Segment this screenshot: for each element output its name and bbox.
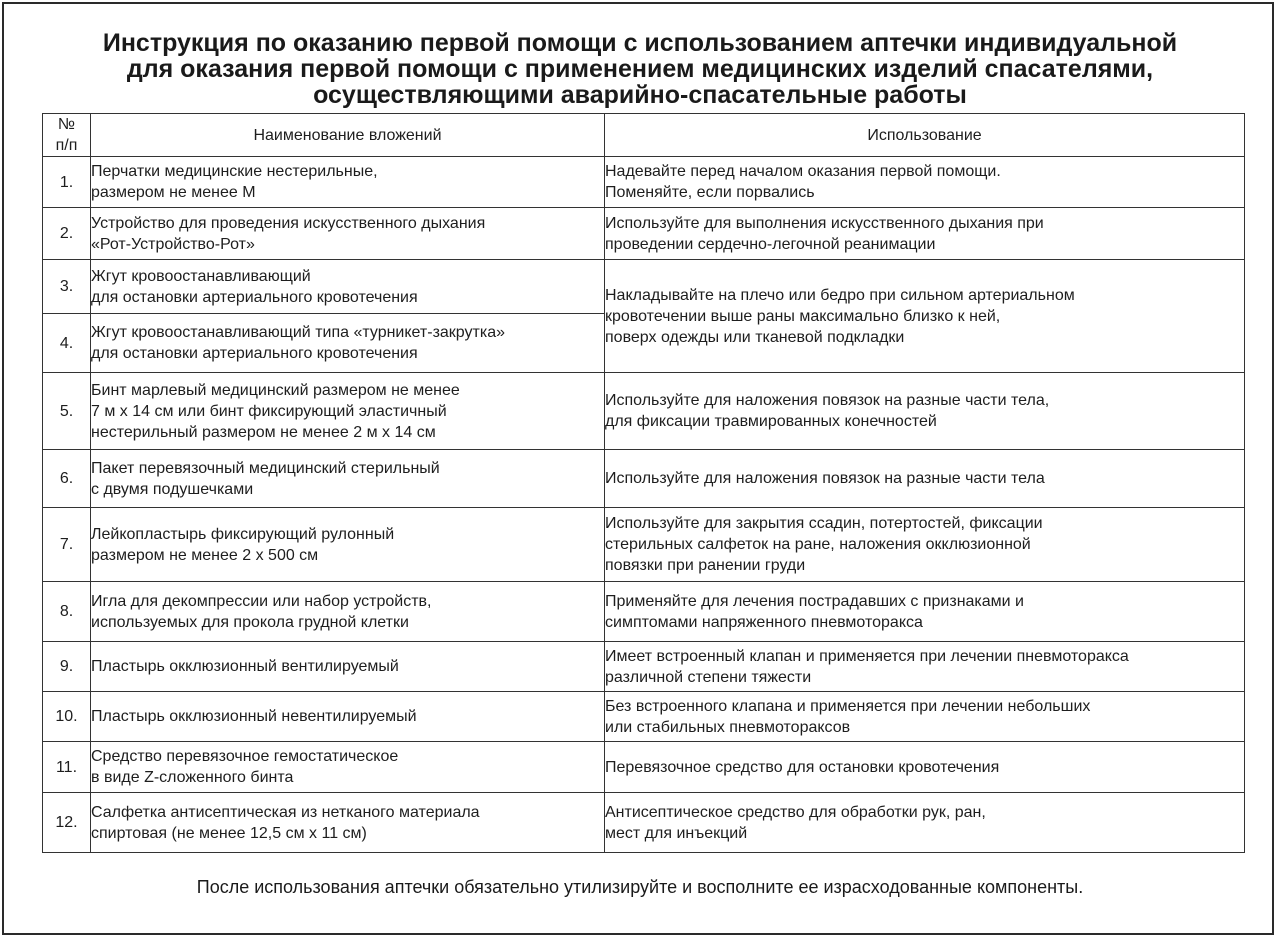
usage-line: Накладывайте на плечо или бедро при сильном артериальном [605,286,1075,304]
item-name-line: Пластырь окклюзионный вентилируемый [91,658,399,675]
row-number: 3. [43,260,91,314]
usage-line: поверх одежды или тканевой подкладки [605,328,905,346]
item-name-line: Устройство для проведения искусственного дыхания [91,214,486,232]
table-row [43,793,1245,853]
header-number [43,114,91,157]
item-name-cell [91,742,605,793]
item-name-line: Салфетка антисептическая из нетканого материала [91,803,480,821]
table-row [43,450,1245,508]
item-name-cell [91,582,605,642]
item-name-line: «Рот-Устройство-Рот» [91,235,255,253]
item-name-cell [91,692,605,742]
footer-note: После использования аптечки обязательно утилизируйте и восполните ее израсходованные компоненты. [196,877,1084,897]
usage-line: Надевайте перед началом оказания первой помощи. [605,163,1001,180]
first-aid-kit-table [42,113,1245,853]
item-name-cell [91,208,605,260]
usage-cell [605,742,1245,793]
item-name-cell [91,450,605,508]
item-name-line: размером не менее М [91,184,256,201]
item-name-cell [91,373,605,450]
item-name-line: Пакет перевязочный медицинский стерильный [91,459,440,477]
table-row [43,508,1245,582]
table-row [43,642,1245,692]
item-name-cell [91,260,605,314]
row-number: 1. [43,157,91,208]
item-name-line: Жгут кровоостанавливающий типа «турникет-закрутка» [91,324,505,341]
usage-line: кровотечении выше раны максимально близко к ней, [605,307,1001,325]
usage-cell [605,373,1245,450]
header-number-sign: № [57,116,76,133]
item-name-line: Средство перевязочное гемостатическое [91,748,399,765]
usage-cell [605,692,1245,742]
table-row [43,582,1245,642]
item-name-cell [91,314,605,373]
row-number: 10. [43,692,91,742]
usage-line: или стабильных пневмотораксов [605,718,851,736]
row-number: 4. [43,314,91,373]
usage-line: Антисептическое средство для обработки рук, ран, [605,803,986,821]
usage-line: стерильных салфеток на ране, наложения окклюзионной [605,536,1031,553]
table-row [43,373,1245,450]
header-number-abbr: п/п [55,137,78,154]
item-name-cell [91,793,605,853]
row-number: 11. [43,742,91,793]
item-name-line: Лейкопластырь фиксирующий рулонный [91,525,395,543]
usage-line: Перевязочное средство для остановки кровотечения [605,758,1000,776]
table-row [43,157,1245,208]
item-name-line: с двумя подушечками [91,480,254,498]
usage-cell [605,260,1245,373]
usage-line: мест для инъекций [605,824,748,842]
header-usage: Использование [605,114,1245,157]
item-name-line: Перчатки медицинские нестерильные, [91,163,378,180]
table-body [43,157,1245,853]
item-name-cell [91,157,605,208]
row-number: 6. [43,450,91,508]
usage-cell [605,582,1245,642]
table-row [43,260,1245,314]
item-name-line: используемых для прокола грудной клетки [91,613,409,631]
row-number: 5. [43,373,91,450]
table-row [43,692,1245,742]
table-row [43,208,1245,260]
row-number: 2. [43,208,91,260]
item-name-line: Пластырь окклюзионный невентилируемый [91,708,417,725]
item-name-line: для остановки артериального кровотечения [91,345,418,362]
item-name-cell [91,508,605,582]
usage-line: для фиксации травмированных конечностей [605,413,937,430]
usage-line: Применяйте для лечения пострадавших с признаками и [605,592,1024,610]
usage-line: повязки при ранении груди [605,557,806,574]
usage-line: проведении сердечно-легочной реанимации [605,235,936,253]
item-name-line: Жгут кровоостанавливающий [91,267,311,285]
title-line-1: Инструкция по оказанию первой помощи с использованием аптечки индивидуальной [102,29,1178,57]
usage-line: Используйте для наложения повязок на разные части тела [605,470,1045,487]
item-name-line: 7 м х 14 см или бинт фиксирующий эластичный [91,402,447,420]
table-row [43,742,1245,793]
usage-cell [605,508,1245,582]
item-name-cell [91,642,605,692]
usage-line: Поменяйте, если порвались [605,184,815,201]
item-name-line: спиртовая (не менее 12,5 см х 11 см) [91,824,367,842]
usage-cell [605,642,1245,692]
usage-line: Имеет встроенный клапан и применяется при лечении пневмоторакса [605,647,1129,665]
item-name-line: в виде Z-сложенного бинта [91,769,294,786]
page-title [0,30,1280,108]
table-header-row [43,114,1245,157]
usage-line: Используйте для выполнения искусственного дыхания при [605,214,1044,232]
usage-cell [605,208,1245,260]
item-name-line: Бинт марлевый медицинский размером не менее [91,381,460,399]
usage-line: симптомами напряженного пневмоторакса [605,613,923,631]
title-line-2: для оказания первой помощи с применением медицинских изделий спасателями, [126,55,1154,83]
usage-line: Используйте для наложения повязок на разные части тела, [605,392,1050,409]
row-number: 8. [43,582,91,642]
usage-line: различной степени тяжести [605,668,812,686]
usage-cell [605,157,1245,208]
row-number: 12. [43,793,91,853]
usage-cell [605,793,1245,853]
item-name-line: размером не менее 2 х 500 см [91,546,319,564]
item-name-line: нестерильный размером не менее 2 м х 14 см [91,423,436,441]
usage-cell [605,450,1245,508]
usage-line: Используйте для закрытия ссадин, потертостей, фиксации [605,515,1043,532]
usage-line: Без встроенного клапана и применяется при лечении небольших [605,697,1091,715]
row-number: 7. [43,508,91,582]
title-line-3: осуществляющими аварийно-спасательные работы [313,81,967,109]
item-name-line: для остановки артериального кровотечения [91,288,418,306]
row-number: 9. [43,642,91,692]
item-name-line: Игла для декомпрессии или набор устройств, [91,592,432,610]
header-item-name: Наименование вложений [91,114,605,157]
